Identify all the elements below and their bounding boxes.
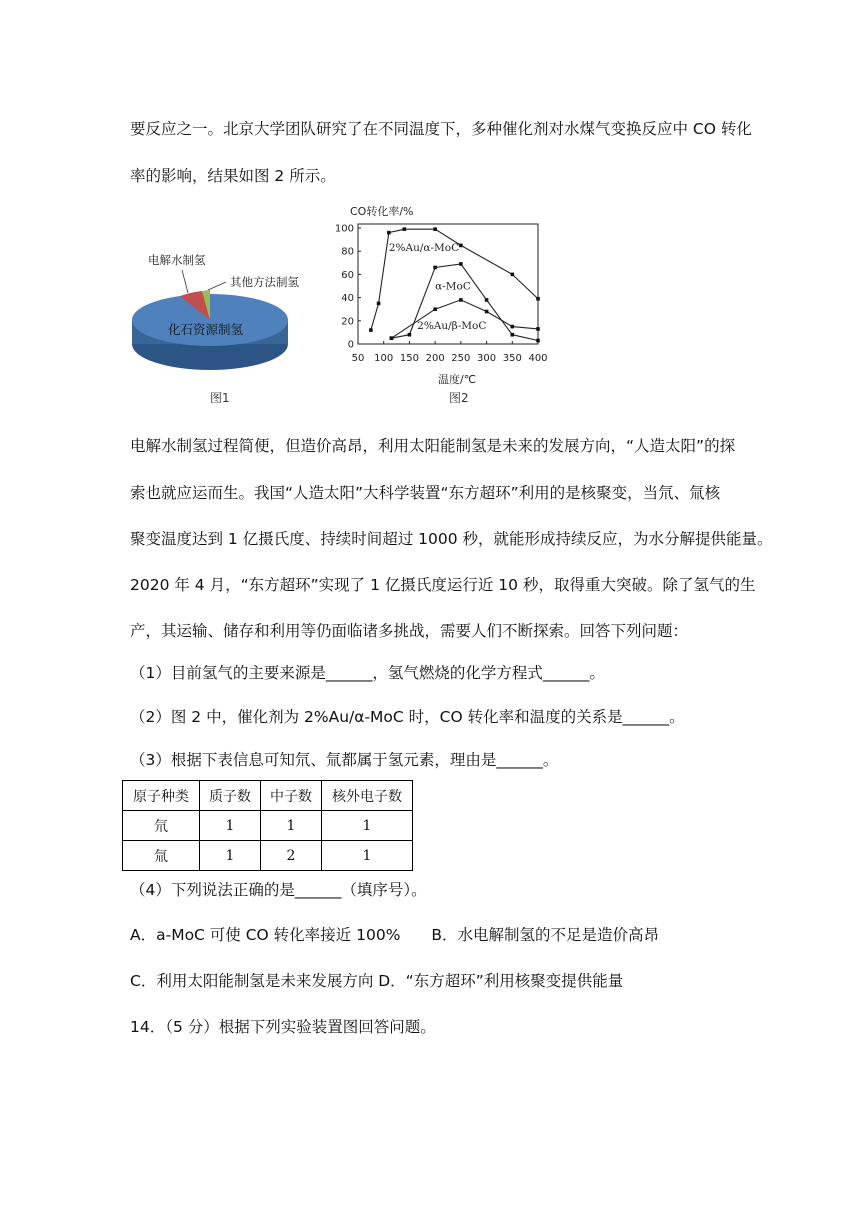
question-14: 14．（5 分）根据下列实验装置图回答问题。 [130, 1018, 436, 1036]
data-point [485, 298, 489, 302]
series-label: 2%Au/α-MoC [388, 242, 460, 255]
table-cell: 2 [261, 841, 322, 871]
data-point [433, 227, 437, 231]
x-tick-label: 50 [351, 353, 365, 364]
table-header-cell: 原子种类 [123, 781, 200, 811]
figure-1-pie-chart [130, 240, 330, 410]
figure-2-caption: 图2 [449, 391, 469, 405]
data-point [433, 266, 437, 270]
x-axis-label: 温度/℃ [438, 373, 477, 386]
paragraph-p5: 产，其运输、储存和利用等仍面临诸多挑战，需要人们不断探索。回答下列问题： [130, 622, 689, 640]
figure-1-caption: 图1 [210, 391, 230, 405]
pie-label-other: 其他方法制氢 [230, 275, 299, 289]
data-point [387, 231, 391, 235]
paragraph-p2: 索也就应运而生。我国“人造太阳”大科学装置“东方超环”利用的是核聚变，当氘、氚核 [130, 484, 721, 502]
data-point [408, 333, 412, 337]
leader-line-electrolysis [182, 270, 188, 293]
data-point [459, 262, 463, 266]
y-tick-label: 80 [341, 246, 354, 258]
table-cell: 1 [200, 841, 261, 871]
question-3: （3）根据下表信息可知氘、氚都属于氢元素，理由是______。 [130, 751, 559, 769]
paragraph-p1: 电解水制氢过程简便，但造价高昂，利用太阳能制氢是未来的发展方向，“人造太阳”的探 [130, 437, 736, 455]
y-tick-label: 100 [334, 223, 354, 235]
data-point [536, 327, 540, 331]
question-2: （2）图 2 中，催化剂为 2%Au/α-MoC 时，CO 转化率和温度的关系是______。 [130, 708, 685, 726]
plot-area [335, 224, 548, 365]
options-c-d: C．利用太阳能制氢是未来发展方向 D．“东方超环”利用核聚变提供能量 [130, 972, 624, 990]
pie-label-electrolysis: 电解水制氢 [148, 253, 206, 267]
options-a-b: A．a-MoC 可使 CO 转化率接近 100% B．水电解制氢的不足是造价高昂 [130, 926, 660, 944]
x-tick-label: 200 [425, 353, 445, 364]
data-point [510, 325, 514, 329]
series-label: 2%Au/β-MoC [417, 319, 487, 332]
data-point [369, 328, 373, 332]
table-row [123, 811, 413, 841]
table-cell: 1 [261, 811, 322, 841]
paragraph-line-2: 率的影响，结果如图 2 所示。 [130, 167, 336, 185]
data-point [390, 336, 394, 340]
data-point [510, 273, 514, 277]
data-point [510, 333, 514, 337]
x-tick-label: 250 [451, 353, 471, 364]
data-point [402, 227, 406, 231]
table-cell: 1 [322, 841, 413, 871]
table-cell: 氚 [123, 841, 200, 871]
figure-2-line-chart [334, 198, 568, 388]
question-4: （4）下列说法正确的是______（填序号）。 [130, 881, 427, 899]
y-tick-label: 40 [341, 293, 354, 305]
data-point [536, 339, 540, 343]
table-cell: 1 [200, 811, 261, 841]
table-header-cell: 中子数 [261, 781, 322, 811]
x-tick-label: 300 [477, 353, 497, 364]
data-point [459, 244, 463, 248]
leader-line-other [208, 282, 226, 290]
x-tick-label: 150 [399, 353, 419, 364]
table-row [123, 841, 413, 871]
y-tick-label: 0 [347, 339, 354, 351]
pie-label-fossil: 化石资源制氢 [168, 322, 244, 337]
data-point [377, 302, 381, 306]
x-tick-label: 100 [374, 353, 394, 364]
y-tick-label: 20 [341, 316, 354, 328]
data-point [536, 297, 540, 301]
question-1: （1）目前氢气的主要来源是______，氢气燃烧的化学方程式______。 [130, 664, 605, 682]
x-tick-label: 350 [502, 353, 522, 364]
data-point [485, 310, 489, 314]
series-label: α-MoC [435, 280, 471, 293]
paragraph-line-1: 要反应之一。北京大学团队研究了在不同温度下，多种催化剂对水煤气变换反应中 CO 转化 [130, 120, 752, 138]
table-header-row [123, 781, 413, 811]
table-header-cell: 质子数 [200, 781, 261, 811]
x-tick-label: 400 [528, 353, 548, 364]
paragraph-p3: 聚变温度达到 1 亿摄氏度、持续时间超过 1000 秒，就能形成持续反应，为水分解提供能量。 [130, 530, 773, 548]
table-header-cell: 核外电子数 [322, 781, 413, 811]
table-cell: 1 [322, 811, 413, 841]
table-cell: 氘 [123, 811, 200, 841]
paragraph-p4: 2020 年 4 月，“东方超环”实现了 1 亿摄氏度运行近 10 秒，取得重大突破。除了氢气的生 [130, 576, 756, 594]
data-point [433, 307, 437, 311]
y-tick-label: 60 [341, 269, 354, 281]
isotope-table [122, 780, 413, 871]
data-point [459, 298, 463, 302]
y-axis-label: CO转化率/% [350, 205, 414, 218]
